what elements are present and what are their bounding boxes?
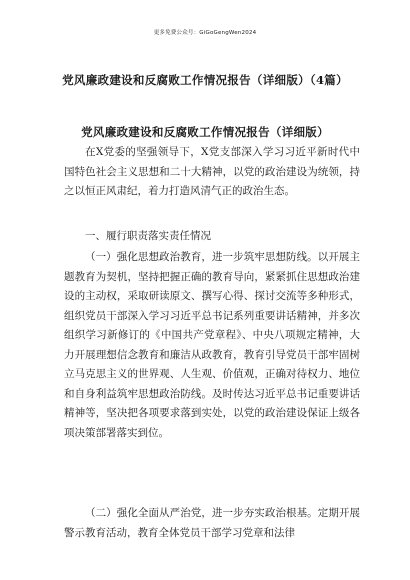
paragraph-text: 在X党委的坚强领导下，X党支部深入学习习近平新时代中国特色社会主义思想和二十大精神，以党的政治建设为统领，持之以恒正风肃纪，着力打造风清气正的政治生态。 xyxy=(64,146,360,197)
paragraph-party-governance xyxy=(64,504,360,543)
paragraph-text: （二）强化全面从严治党，进一步夯实政治根基。定期开展警示教育活动，教育全体党员干部学习党章和法律 xyxy=(64,507,360,539)
paragraph-ideology xyxy=(64,248,360,443)
section-heading xyxy=(64,227,360,247)
section-title: 党风廉政建设和反腐败工作情况报告（详细版） xyxy=(81,125,329,139)
document-title: 党风廉政建设和反腐败工作情况报告（详细版）（4篇） xyxy=(62,73,348,87)
paragraph-text: （一）强化思想政治教育，进一步筑牢思想防线。以开展主题教育为契机，坚持把握正确的教育导向，紧紧抓住思想政治建设的主动权，采取研读原文、撰写心得、探讨交流等多种形式，组织党员干部深入学习习近平总书记系列重要讲话精神，并多次组织学习新修订的《中国共产党章程》、中央八项规定精神，大力开展理想信念教育和廉洁从政教育，教育引导党员干部牢固树立马克思主义的世界观、人生观、价值观，正确对待权力、地位和自身利益筑牢思想政治防线。及时传达习近平总书记重要讲话精神等，坚决把各项要求落到实处，以党的政治建设保证上级各项决策部署落实到位。 xyxy=(64,251,360,439)
paragraph-intro xyxy=(64,143,360,202)
watermark-text: 更多免费公众号：GiGoGengWen2024 xyxy=(153,30,257,36)
section-heading-text: 一、履行职责落实责任情况 xyxy=(85,230,211,242)
